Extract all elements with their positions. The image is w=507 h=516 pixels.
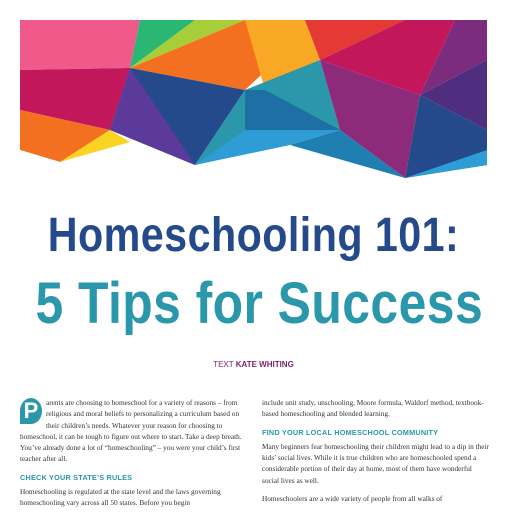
banner-shape xyxy=(20,20,140,70)
page-title-line1: Homeschooling 101: xyxy=(47,209,460,262)
homeschoolers-paragraph: Homeschoolers are a wide variety of people from all walks of xyxy=(262,494,443,504)
page-title-line2: 5 Tips for Success xyxy=(35,271,484,336)
credit-author: KATE WHITING xyxy=(235,360,294,369)
geometric-banner xyxy=(0,0,507,190)
author-credit xyxy=(0,360,507,369)
section-heading-community: FIND YOUR LOCAL HOMESCHOOL COMMUNITY xyxy=(262,427,439,437)
right-column xyxy=(262,397,490,511)
left-column xyxy=(20,397,248,516)
methods-paragraph: include unit study, unschooling, Moore formula, Waldorf method, textbook-based homeschooling and blended learning. xyxy=(262,398,484,419)
community-paragraph: Many beginners fear homeschooling their children might lead to a dip in their kids’ social lives. While it is true children who are homeschooled spend a considerable portion of their day at home, most of them have wonderful social lives as well. xyxy=(262,441,489,485)
state-rules-paragraph: Homeschooling is regulated at the state level and the laws governing homeschooling vary across all 50 states. Before you begin xyxy=(20,487,221,508)
drop-cap: P xyxy=(20,398,42,424)
intro-paragraph xyxy=(20,397,248,465)
intro-text: arents are choosing to homeschool for a variety of reasons – from religious and moral beliefs to personalizing a curriculum based on their children’s needs. Whatever your reason for choosing to homeschool, it can be tough to figure out where to start. Take a deep breath. You’ve already done a lot of “homeschooling” – you were your child’s first teacher after all. xyxy=(20,398,242,464)
section-heading-state-rules: CHECK YOUR STATE’S RULES xyxy=(20,472,133,482)
credit-label: TEXT xyxy=(213,360,234,369)
